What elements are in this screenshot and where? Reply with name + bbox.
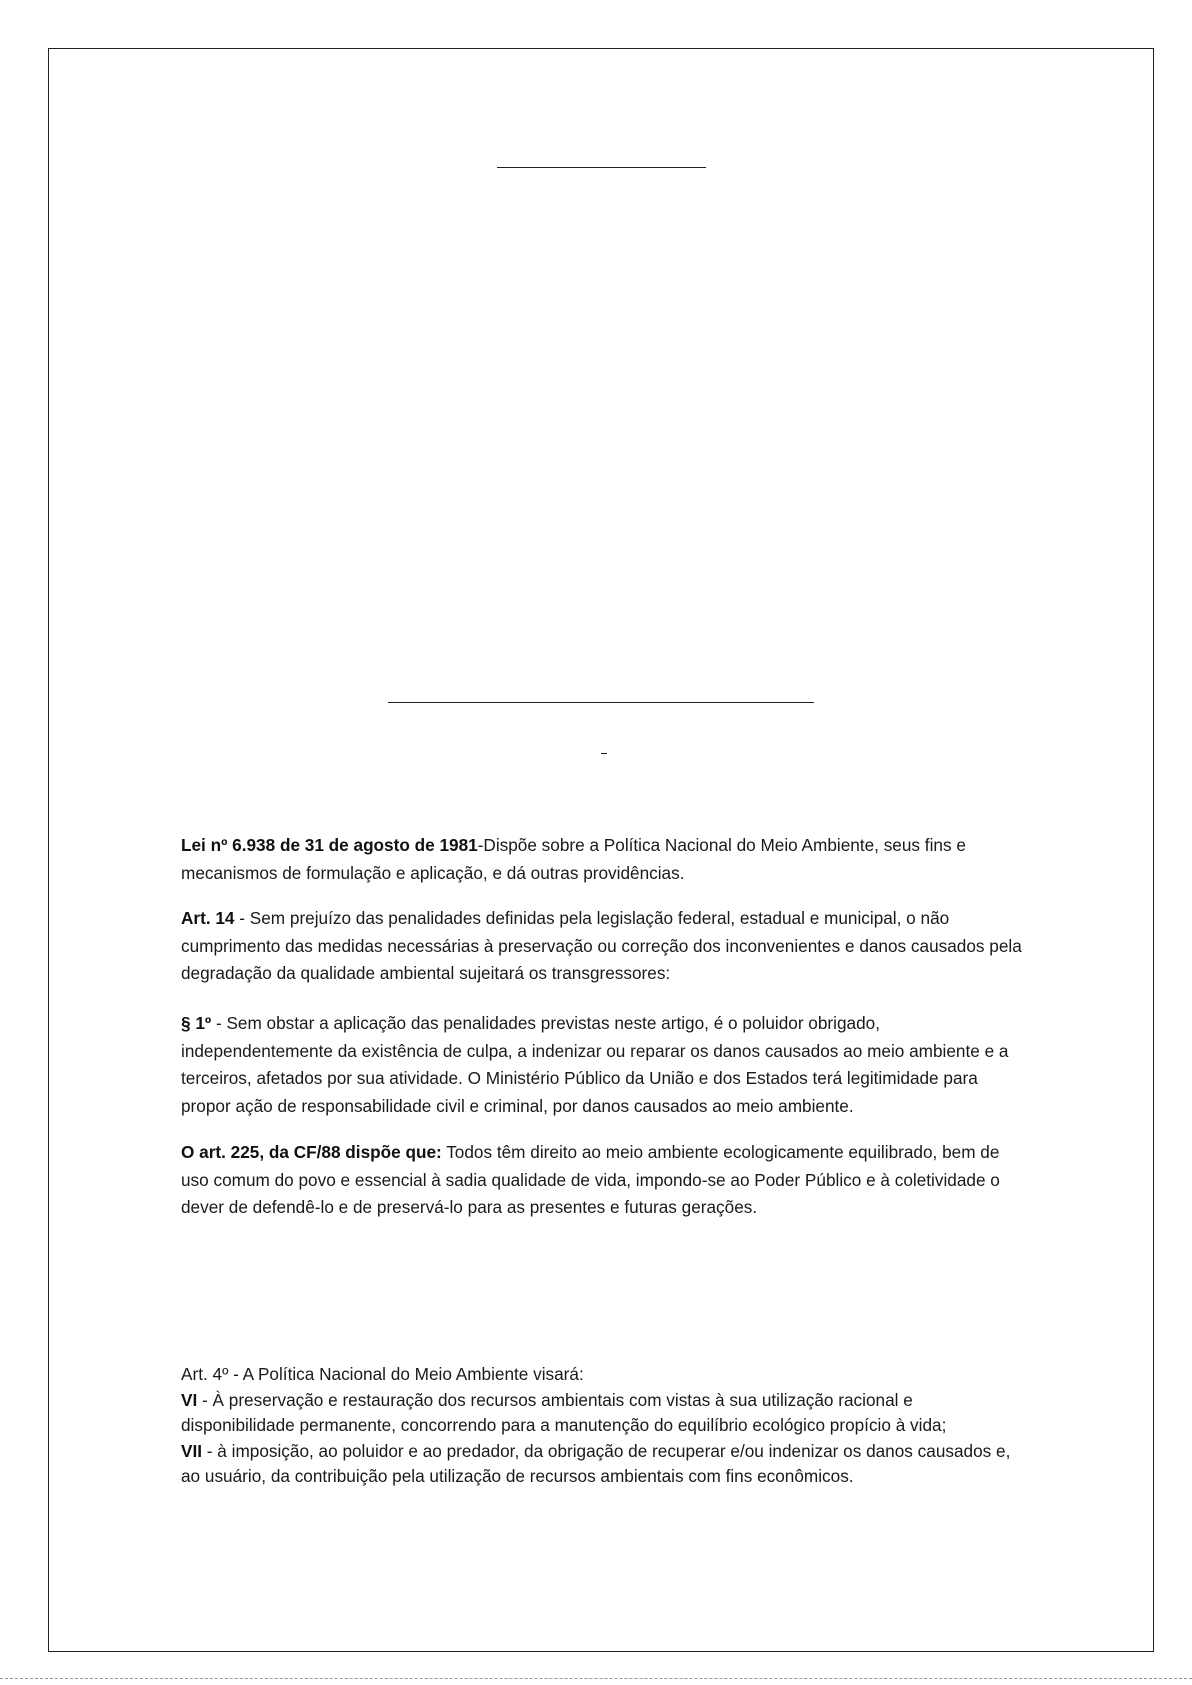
item-vi-label: VI xyxy=(181,1389,198,1410)
dash-mark xyxy=(601,753,607,754)
law-description: -Dispõe sobre a Política Nacional do Meio Ambiente, seus fins e mecanismos de formulação e aplicação, e dá outras providências. xyxy=(181,835,966,883)
article-4 xyxy=(181,1362,1031,1490)
paragraph-1-text: - Sem obstar a aplicação das penalidades previstas neste artigo, é o poluidor obrigado, independentemente da existência de culpa, a indenizar ou reparar os danos causados ao meio ambiente e a terceiros, afetados por sua atividade. O Ministério Público da União e dos Estados terá legitimidade para propor ação de responsabilidade civil e criminal, por danos causados ao meio ambiente. xyxy=(181,1013,1009,1116)
article-4-heading: Art. 4º - A Política Nacional do Meio Ambiente visará: xyxy=(181,1364,584,1384)
law-title: Lei nº 6.938 de 31 de agosto de 1981 xyxy=(181,835,478,855)
article-14-label: Art. 14 xyxy=(181,908,235,928)
law-paragraph xyxy=(181,832,1031,887)
article-225-text: Todos têm direito ao meio ambiente ecologicamente equilibrado, bem de uso comum do povo e essencial à sadia qualidade de vida, impondo-se ao Poder Público e à coletividade o dever de defendê-lo e de preservá-lo para as presentes e futuras gerações. xyxy=(181,1142,1000,1217)
list-item xyxy=(181,1439,1031,1490)
article-225 xyxy=(181,1139,1031,1222)
paragraph-1 xyxy=(181,1010,1031,1120)
article-14 xyxy=(181,905,1031,988)
page-break-strip xyxy=(0,1678,1192,1685)
item-vi-text: - À preservação e restauração dos recursos ambientais com vistas à sua utilização racional e disponibilidade permanente, concorrendo para a manutenção do equilíbrio ecológico propício à vida; xyxy=(181,1389,947,1435)
article-14-text: - Sem prejuízo das penalidades definidas pela legislação federal, estadual e municipal, o não cumprimento das medidas necessárias à preservação ou correção dos inconvenientes e danos causados pela degradação da qualidade ambiental sujeitará os transgressores: xyxy=(181,908,1022,983)
article-14-paragraph xyxy=(181,905,1031,988)
article-225-paragraph xyxy=(181,1139,1031,1222)
article-225-label: O art. 225, da CF/88 dispõe que: xyxy=(181,1142,442,1162)
signature-line-bottom xyxy=(388,702,814,703)
item-vii-text: - à imposição, ao poluidor e ao predador, da obrigação de recuperar e/ou indenizar os danos causados e, ao usuário, da contribuição pela utilização de recursos ambientais com fins econômicos. xyxy=(181,1440,1011,1486)
paragraph-1-label: § 1º xyxy=(181,1013,212,1033)
signature-line-top xyxy=(497,167,706,168)
paragraph-1-text-block xyxy=(181,1010,1031,1120)
law-citation xyxy=(181,832,1031,887)
list-item xyxy=(181,1388,1031,1439)
item-vii-label: VII xyxy=(181,1440,203,1461)
